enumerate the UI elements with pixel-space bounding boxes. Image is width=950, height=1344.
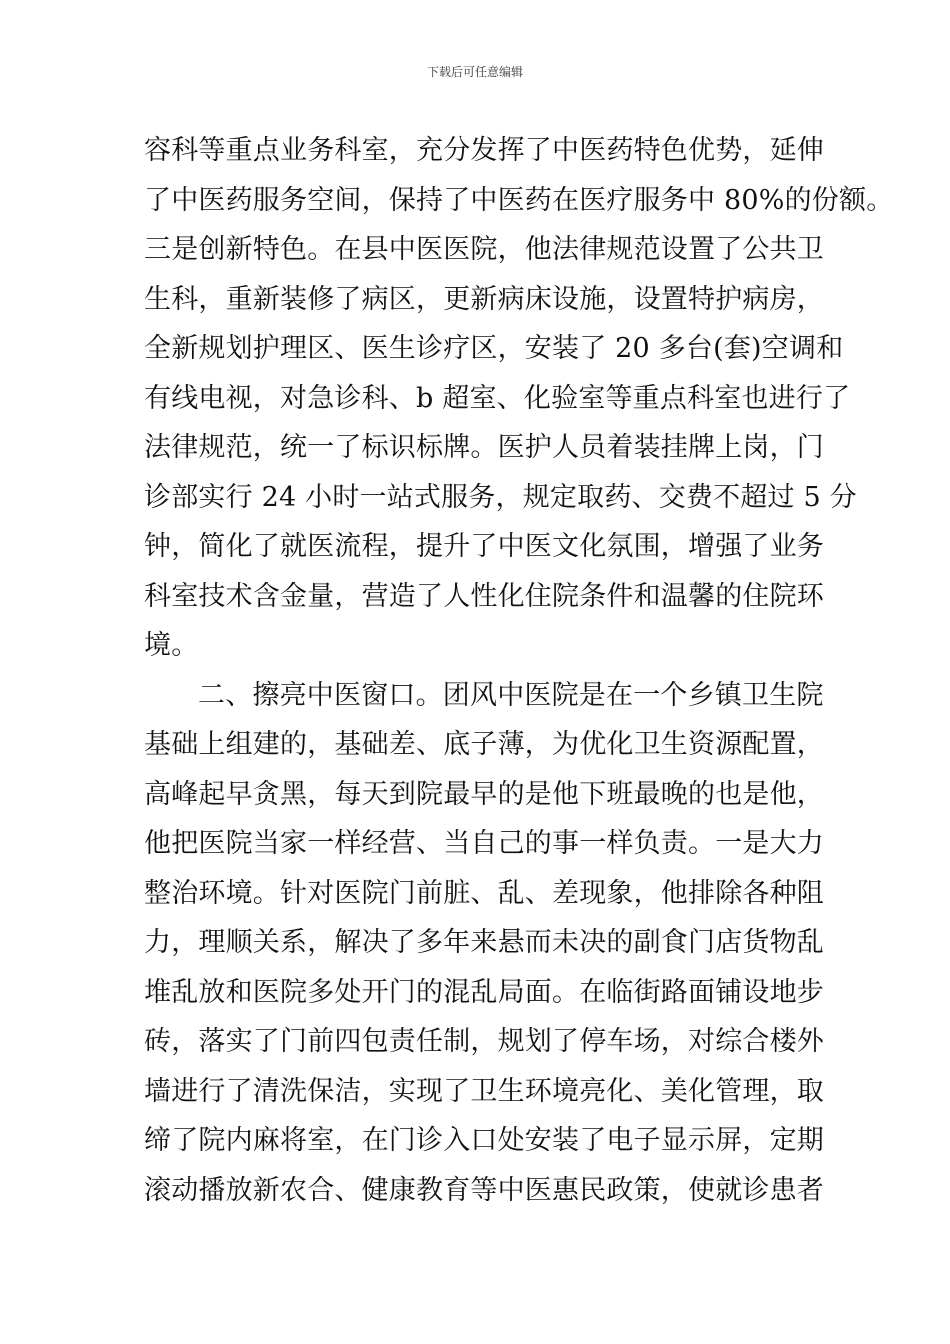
text-line: 生科，重新装修了病区，更新病床设施，设置特护病房，: [144, 283, 824, 315]
text-line: 三是创新特色。在县中医医院，他法律规范设置了公共卫: [144, 234, 824, 265]
text-line: 缔了院内麻将室，在门诊入口处安装了电子显示屏，定期: [144, 1125, 824, 1156]
text-line: 墙进行了清洗保洁，实现了卫生环境亮化、美化管理，取: [144, 1075, 824, 1107]
text-line: 高峰起早贪黑，每天到院最早的是他下班最晚的也是他，: [144, 778, 824, 810]
header-note: 下载后可任意编辑: [426, 65, 523, 79]
document-body: [144, 126, 894, 1215]
text-line: 境。: [144, 630, 199, 661]
text-line: 钟，简化了就医流程，提升了中医文化氛围，增强了业务: [144, 531, 824, 562]
paragraph-start-line: 二、擦亮中医窗口。团风中医院是在一个乡镇卫生院: [198, 679, 824, 711]
text-line: 科室技术含金量，营造了人性化住院条件和温馨的住院环: [144, 580, 824, 612]
text-line: 法律规范，统一了标识标牌。医护人员着装挂牌上岗，门: [144, 432, 824, 463]
text-line: 他把医院当家一样经营、当自己的事一样负责。一是大力: [144, 828, 824, 859]
text-line: 滚动播放新农合、健康教育等中医惠民政策，使就诊患者: [144, 1174, 824, 1206]
text-line: 力，理顺关系，解决了多年来悬而未决的副食门店货物乱: [144, 927, 824, 958]
text-line: 全新规划护理区、医生诊疗区，安装了 20 多台(套)空调和: [144, 333, 844, 364]
text-line: 了中医药服务空间，保持了中医药在医疗服务中 80%的份额。: [144, 184, 894, 216]
text-line: 整治环境。针对医院门前脏、乱、差现象，他排除各种阻: [144, 877, 824, 909]
text-line: 诊部实行 24 小时一站式服务，规定取药、交费不超过 5 分: [144, 481, 857, 513]
text-line: 堆乱放和医院多处开门的混乱局面。在临街路面铺设地步: [144, 976, 824, 1008]
text-line: 有线电视，对急诊科、b 超室、化验室等重点科室也进行了: [144, 382, 851, 414]
text-line: 容科等重点业务科室，充分发挥了中医药特色优势，延伸: [144, 135, 824, 166]
text-line: 砖，落实了门前四包责任制，规划了停车场，对综合楼外: [144, 1026, 824, 1057]
text-line: 基础上组建的，基础差、底子薄，为优化卫生资源配置，: [144, 729, 824, 760]
